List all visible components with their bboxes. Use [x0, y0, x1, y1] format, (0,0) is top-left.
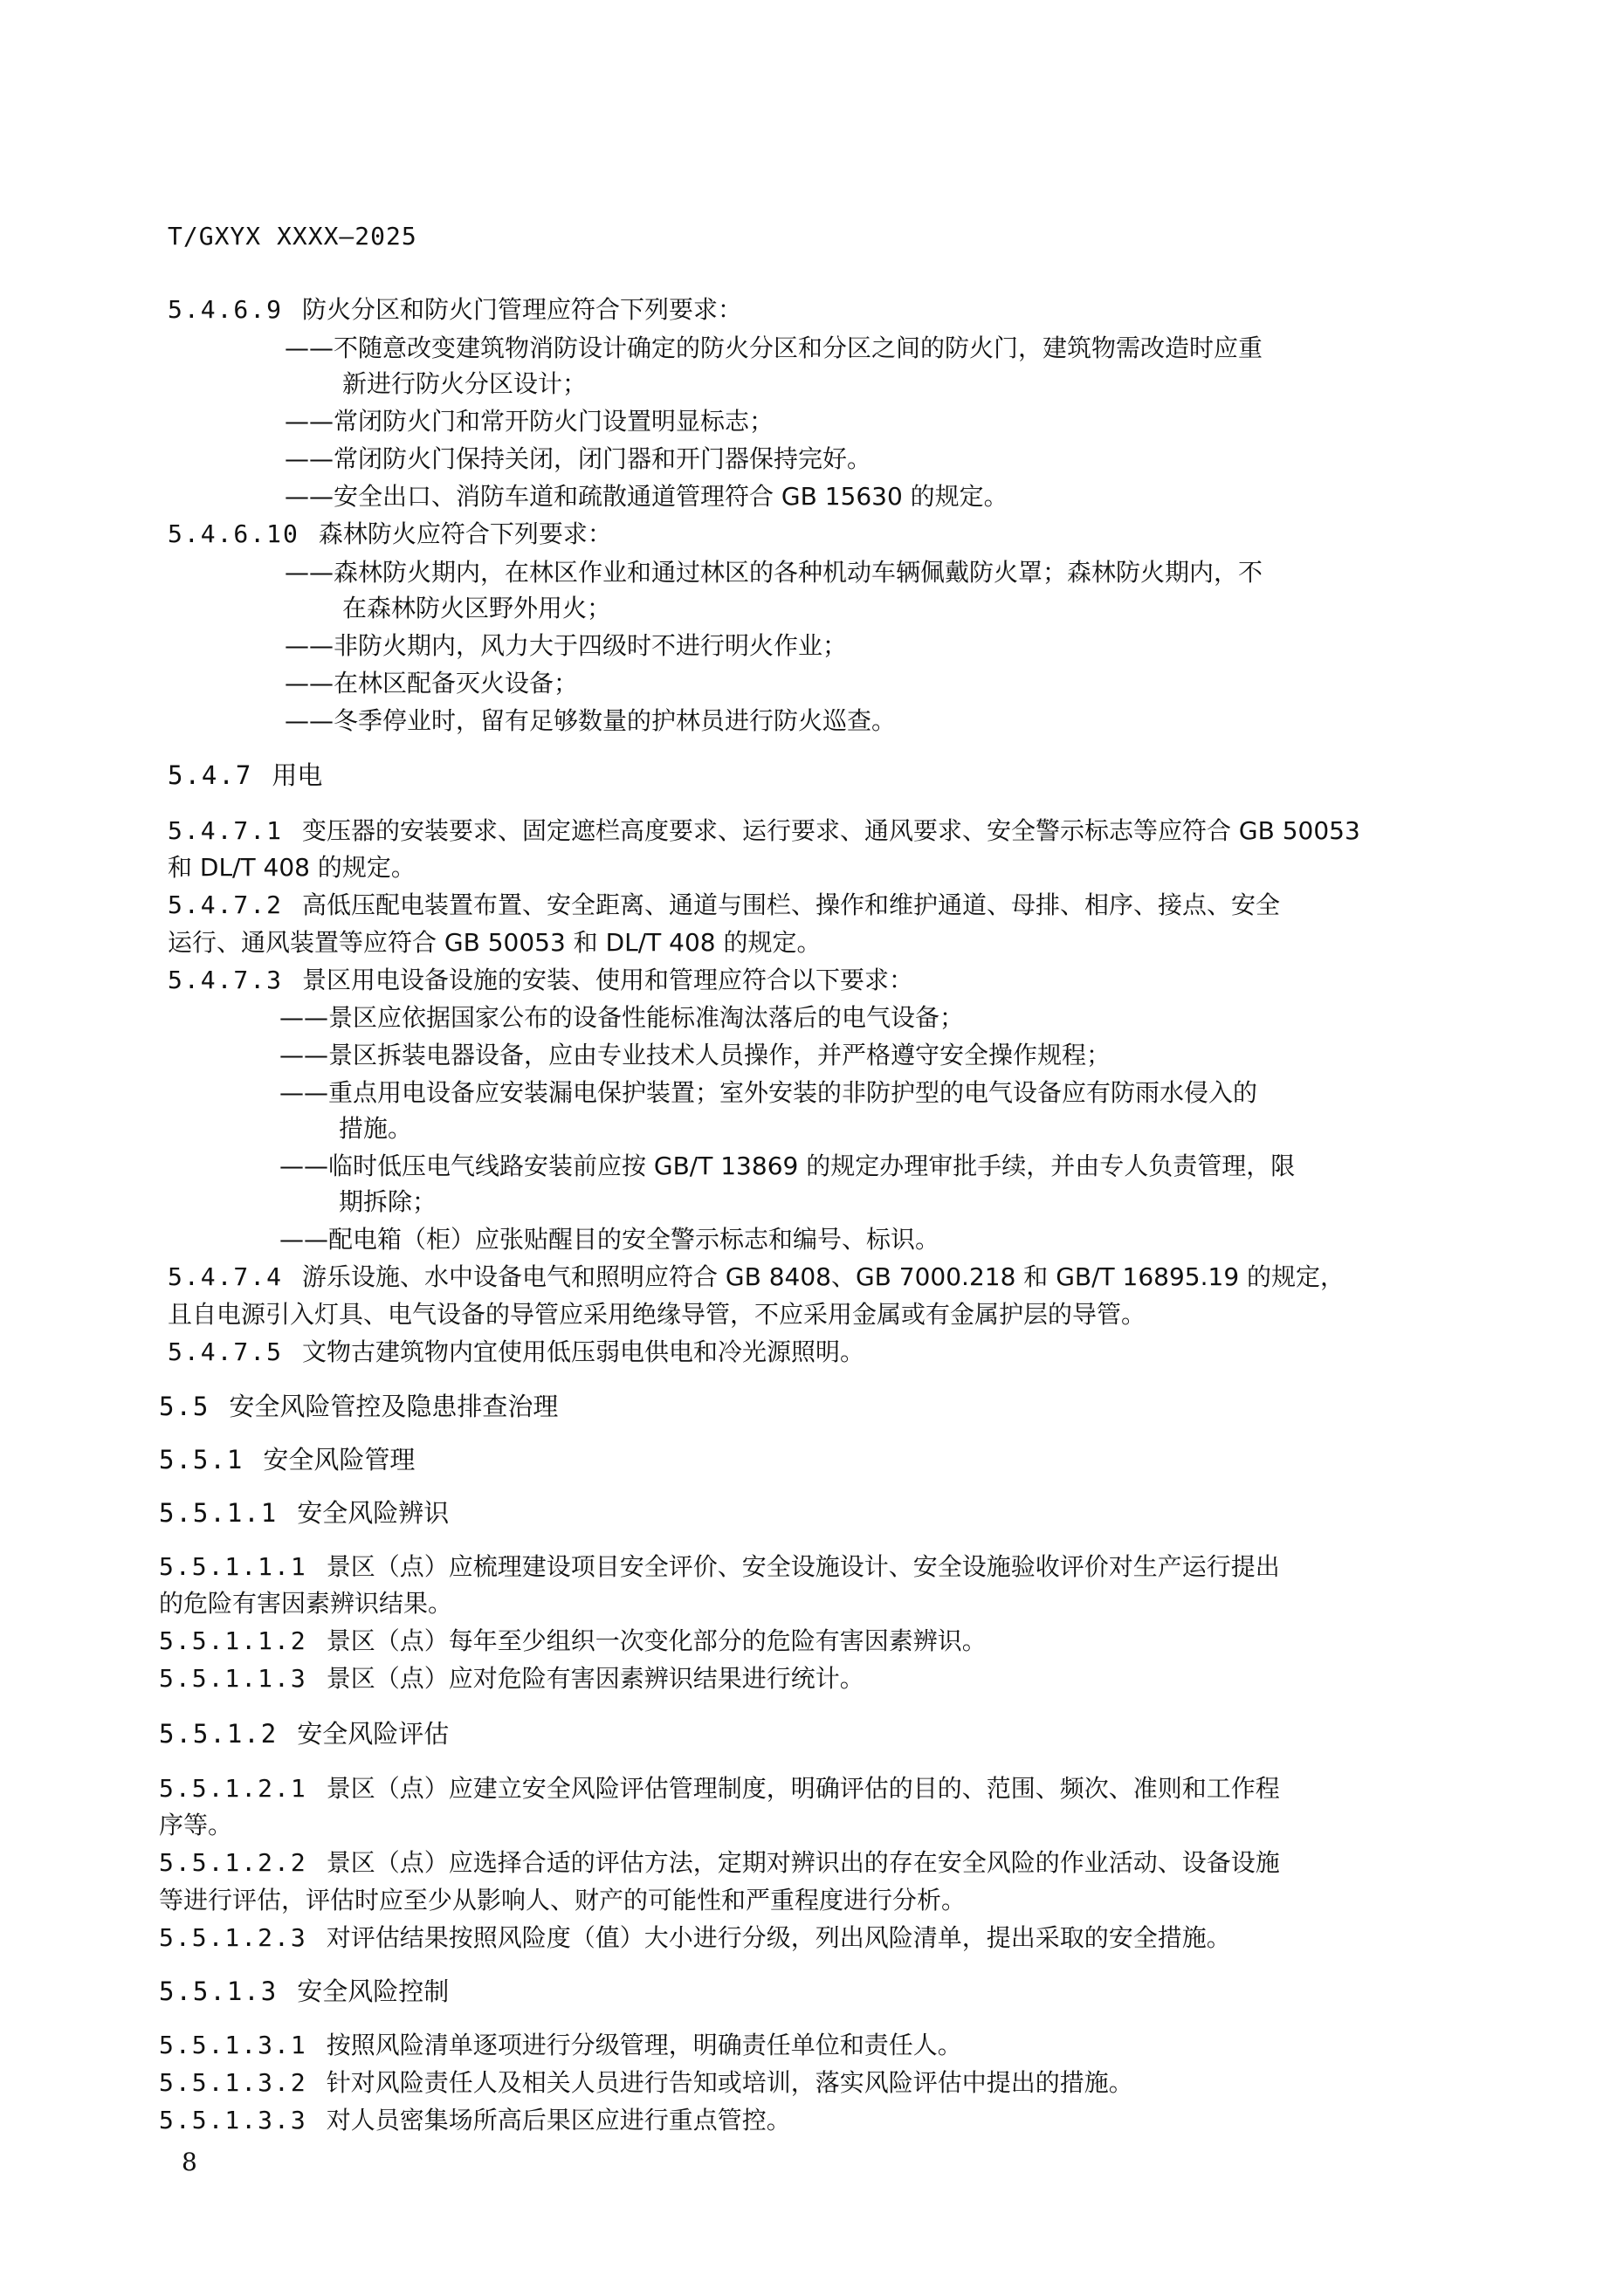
clause-continuation: 且自电源引入灯具、电气设备的导管应采用绝缘导管，不应采用金属或有金属护层的导管。 — [168, 1300, 1146, 1329]
section-heading — [168, 758, 322, 793]
section-heading — [159, 1716, 449, 1751]
section-number: 5.5 — [159, 1392, 210, 1421]
clause-number: 5.4.7.3 — [168, 966, 284, 994]
clause-line — [168, 1335, 864, 1370]
clause-line — [159, 2028, 962, 2063]
clause-line — [159, 1771, 1280, 1806]
list-item: ——非防火期内，风力大于四级时不进行明火作业； — [285, 631, 848, 660]
clause-text: 景区（点）每年至少组织一次变化部分的危险有害因素辨识。 — [326, 1626, 987, 1655]
clause-text: 森林防火应符合下列要求： — [318, 519, 612, 548]
clause-text: 景区（点）应选择合适的评估方法，定期对辨识出的存在安全风险的作业活动、设备设施 — [326, 1848, 1280, 1877]
list-item-continuation: 措施。 — [339, 1114, 413, 1143]
clause-line — [168, 963, 913, 998]
clause-number: 5.5.1.2.3 — [159, 1923, 307, 1952]
clause-text: 游乐设施、水中设备电气和照明应符合 GB 8408、GB 7000.218 和 GB/T 16895.19 的规定， — [302, 1262, 1345, 1291]
section-title: 安全风险评估 — [297, 1719, 450, 1749]
list-item: ——森林防火期内，在林区作业和通过林区的各种机动车辆佩戴防火罩；森林防火期内，不 — [285, 558, 1263, 587]
section-number: 5.4.7 — [168, 760, 253, 790]
clause-number: 5.4.7.1 — [168, 816, 284, 845]
clause-number: 5.4.6.10 — [168, 519, 299, 548]
clause-number: 5.5.1.2.2 — [159, 1848, 307, 1877]
page-number: 8 — [182, 2148, 197, 2176]
clause-line — [159, 1624, 987, 1659]
clause-line — [159, 1846, 1280, 1880]
clause-line — [168, 814, 1360, 849]
clause-line — [159, 1921, 1231, 1956]
document-header: T/GXYX XXXX—2025 — [168, 222, 417, 251]
section-heading — [159, 1974, 449, 2009]
clause-continuation: 和 DL/T 408 的规定。 — [168, 853, 416, 882]
clause-text: 景区（点）应对危险有害因素辨识结果进行统计。 — [326, 1664, 864, 1693]
section-title: 安全风险控制 — [297, 1976, 450, 2006]
clause-number: 5.5.1.3.1 — [159, 2031, 307, 2059]
clause-continuation: 的危险有害因素辨识结果。 — [159, 1589, 453, 1618]
clause-text: 对评估结果按照风险度（值）大小进行分级，列出风险清单，提出采取的安全措施。 — [326, 1923, 1231, 1952]
list-item: ——配电箱（柜）应张贴醒目的安全警示标志和编号、标识。 — [279, 1225, 940, 1254]
clause-number: 5.4.6.9 — [168, 295, 284, 324]
clause-text: 景区（点）应建立安全风险评估管理制度，明确评估的目的、范围、频次、准则和工作程 — [326, 1774, 1280, 1803]
clause-text: 景区用电设备设施的安装、使用和管理应符合以下要求： — [302, 966, 914, 994]
clause-text: 防火分区和防火门管理应符合下列要求： — [302, 295, 743, 324]
list-item: ——景区拆装电器设备，应由专业技术人员操作，并严格遵守安全操作规程； — [279, 1041, 1111, 1069]
clause-number: 5.5.1.1.2 — [159, 1626, 307, 1655]
clause-number: 5.5.1.1.1 — [159, 1552, 307, 1581]
section-number: 5.5.1.1 — [159, 1498, 279, 1528]
clause-text: 对人员密集场所高后果区应进行重点管控。 — [326, 2106, 791, 2134]
list-item: ——在林区配备灭火设备； — [285, 669, 579, 698]
clause-line — [159, 2066, 1133, 2100]
clause-line — [168, 517, 612, 552]
clause-line — [168, 888, 1280, 923]
clause-number: 5.5.1.1.3 — [159, 1664, 307, 1693]
list-item: ——临时低压电气线路安装前应按 GB/T 13869 的规定办理审批手续，并由专人负责管理，限 — [279, 1151, 1296, 1180]
section-number: 5.5.1.3 — [159, 1976, 279, 2006]
clause-text: 高低压配电装置布置、安全距离、通道与围栏、操作和维护通道、母排、相序、接点、安全 — [302, 890, 1281, 919]
clause-number: 5.4.7.4 — [168, 1262, 284, 1291]
list-item-continuation: 在森林防火区野外用火； — [342, 594, 612, 622]
section-heading — [159, 1389, 558, 1424]
list-item-continuation: 期拆除； — [339, 1187, 437, 1216]
section-title: 安全风险辨识 — [297, 1498, 450, 1528]
list-item: ——常闭防火门和常开防火门设置明显标志； — [285, 407, 774, 436]
clause-text: 针对风险责任人及相关人员进行告知或培训，落实风险评估中提出的措施。 — [326, 2068, 1133, 2097]
clause-line — [168, 292, 742, 327]
section-title: 安全风险管控及隐患排查治理 — [229, 1392, 559, 1421]
clause-continuation: 运行、通风装置等应符合 GB 50053 和 DL/T 408 的规定。 — [168, 928, 822, 957]
section-title: 安全风险管理 — [263, 1445, 416, 1475]
clause-number: 5.5.1.3.2 — [159, 2068, 307, 2097]
clause-text: 变压器的安装要求、固定遮栏高度要求、运行要求、通风要求、安全警示标志等应符合 GB 50053 — [302, 816, 1360, 845]
clause-number: 5.4.7.2 — [168, 890, 284, 919]
list-item: ——安全出口、消防车道和疏散通道管理符合 GB 15630 的规定。 — [285, 482, 1008, 511]
clause-continuation: 等进行评估，评估时应至少从影响人、财产的可能性和严重程度进行分析。 — [159, 1886, 967, 1914]
list-item: ——不随意改变建筑物消防设计确定的防火分区和分区之间的防火门，建筑物需改造时应重 — [285, 333, 1263, 362]
list-item-continuation: 新进行防火分区设计； — [342, 369, 588, 398]
clause-line — [159, 1550, 1280, 1585]
clause-number: 5.4.7.5 — [168, 1337, 284, 1366]
list-item: ——冬季停业时，留有足够数量的护林员进行防火巡查。 — [285, 706, 897, 735]
section-heading — [159, 1495, 449, 1530]
clause-number: 5.5.1.2.1 — [159, 1774, 307, 1803]
list-item: ——景区应依据国家公布的设备性能标准淘汰落后的电气设备； — [279, 1003, 965, 1032]
clause-text: 按照风险清单逐项进行分级管理，明确责任单位和责任人。 — [326, 2031, 962, 2059]
section-number: 5.5.1 — [159, 1445, 244, 1475]
list-item: ——重点用电设备应安装漏电保护装置；室外安装的非防护型的电气设备应有防雨水侵入的 — [279, 1078, 1258, 1107]
clause-line — [159, 2103, 791, 2138]
section-heading — [159, 1442, 415, 1477]
clause-text: 文物古建筑物内宜使用低压弱电供电和冷光源照明。 — [302, 1337, 865, 1366]
section-number: 5.5.1.2 — [159, 1719, 279, 1749]
clause-line — [168, 1260, 1345, 1295]
section-title: 用电 — [272, 760, 323, 790]
list-item: ——常闭防火门保持关闭，闭门器和开门器保持完好。 — [285, 444, 872, 473]
clause-text: 景区（点）应梳理建设项目安全评价、安全设施设计、安全设施验收评价对生产运行提出 — [326, 1552, 1280, 1581]
clause-line — [159, 1661, 864, 1696]
clause-continuation: 序等。 — [159, 1811, 233, 1839]
clause-number: 5.5.1.3.3 — [159, 2106, 307, 2134]
